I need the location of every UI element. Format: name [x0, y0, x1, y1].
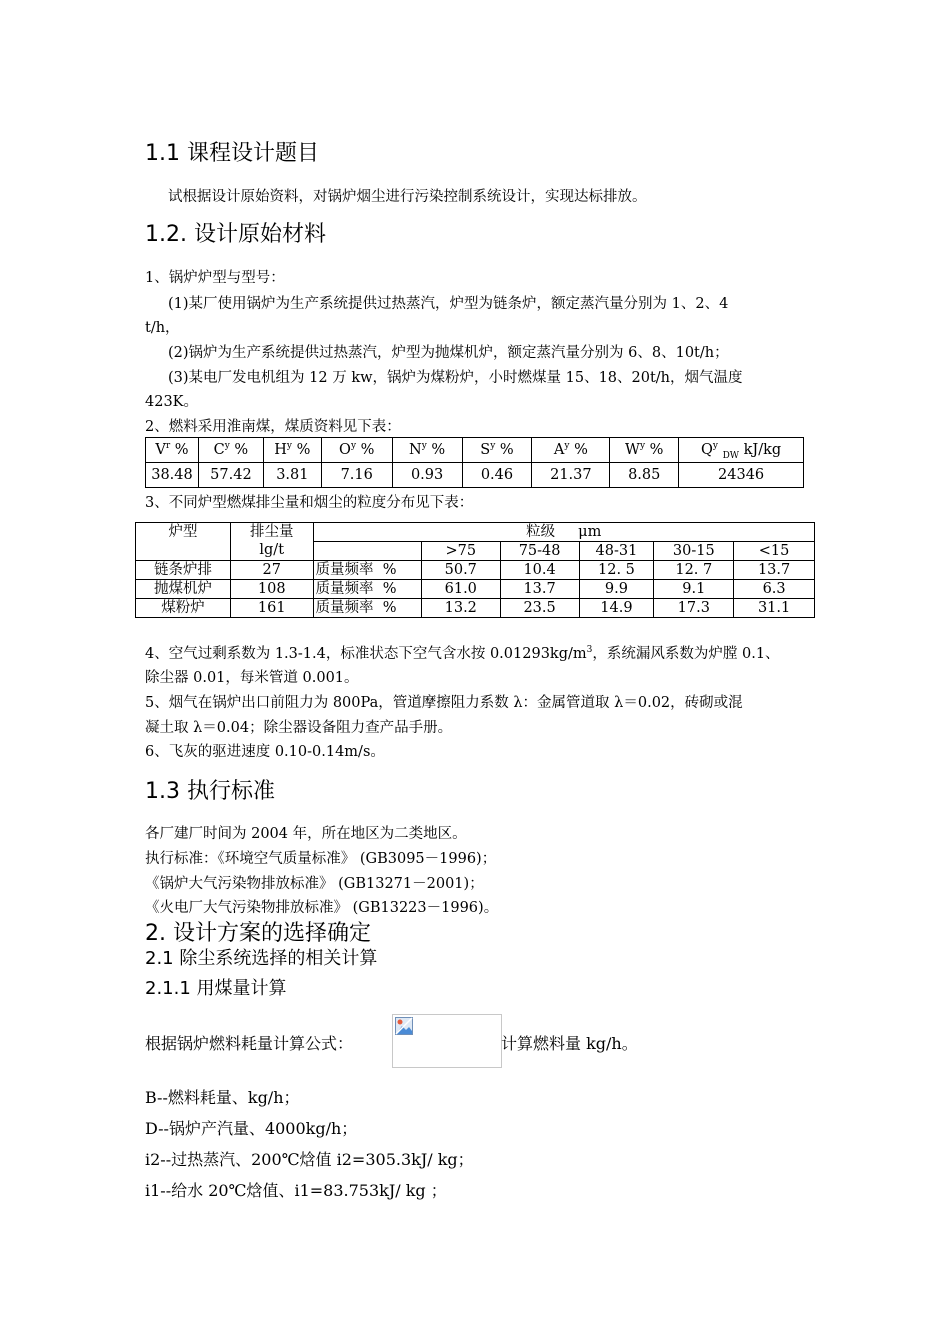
broken-image-icon	[395, 1017, 413, 1035]
fuel-value-cell: 57.42	[198, 463, 263, 488]
fuel-table-header-row	[146, 438, 804, 463]
fuel-table-value-row	[146, 463, 804, 488]
fuel-header-cell: $O^y$ %	[321, 438, 392, 463]
standard-line3: 《锅炉大气污染物排放标准》 (GB13271－2001)；	[145, 876, 484, 892]
section-2-heading: 2. 设计方案的选择确定	[145, 921, 371, 946]
formula-outro-text: 计算燃料量 kg/h。	[501, 1034, 638, 1053]
fuel-header-cell: $V^r$ %	[146, 438, 199, 463]
formula-intro-text: 根据锅炉燃料耗量计算公式：	[145, 1034, 354, 1053]
freq-cell: 13.7	[734, 561, 815, 580]
fuel-header-cell: $S^y$ %	[462, 438, 532, 463]
item4-line1: 4、空气过剩系数为 1.3-1.4，标准状态下空气含水按 $0.01293kg/m^3$，系统漏风系数为炉膛 0.1、	[145, 645, 780, 662]
freq-cell: 10.4	[500, 561, 579, 580]
table-row	[136, 561, 815, 580]
item1-para3-cont: 423K。	[145, 394, 199, 410]
section-1-2-heading: 1.2. 设计原始材料	[145, 222, 326, 247]
fuel-value-cell: 21.37	[532, 463, 610, 488]
standard-line1: 各厂建厂时间为 2004 年，所在地区为二类地区。	[145, 826, 467, 842]
item5-line1: 5、烟气在锅炉出口前阻力为 800Pa，管道摩擦阻力系数 λ：金属管道取 λ＝0.02，砖砌或混	[145, 695, 743, 711]
section-2-1-1-heading: 2.1.1 用煤量计算	[145, 978, 287, 999]
row-label-cell: 质量频率 %	[313, 580, 421, 599]
row-label-cell: 质量频率 %	[313, 561, 421, 580]
freq-cell: 6.3	[734, 580, 815, 599]
standard-line4: 《火电厂大气污染物排放标准》 (GB13223－1996)。	[145, 900, 499, 916]
col-dust-amount	[230, 523, 313, 561]
fuel-value-cell: 0.93	[392, 463, 462, 488]
table-row	[136, 580, 815, 599]
fuel-header-cell: $W^y$ %	[610, 438, 679, 463]
def-i1: i1--给水 20℃焓值、i1=83.753kJ/ kg ；	[145, 1181, 447, 1200]
fuel-value-cell: 3.81	[263, 463, 321, 488]
item1-title: 1、锅炉炉型与型号：	[145, 270, 285, 286]
item1-para3: (3)某电厂发电机组为 12 万 kw，锅炉为煤粉炉，小时燃煤量 15、18、20t/h，烟气温度	[168, 370, 743, 386]
dust-amount-cell: 27	[230, 561, 313, 580]
freq-cell: 9.1	[654, 580, 734, 599]
item1-para1: (1)某厂使用锅炉为生产系统提供过热蒸汽，炉型为链条炉，额定蒸汽量分别为 1、2、4	[168, 296, 729, 312]
freq-cell: 9.9	[579, 580, 654, 599]
item3-title: 3、不同炉型燃煤排尘量和烟尘的粒度分布见下表：	[145, 495, 474, 511]
fuel-header-cell: $Q^y$ $_{DW}$ kJ/kg	[679, 438, 804, 463]
col-dust-amount-unit: lg/t	[259, 542, 285, 558]
bin-header: 48-31	[579, 542, 654, 561]
furnace-type-cell: 煤粉炉	[136, 599, 231, 618]
item5-line2: 凝土取 λ＝0.04；除尘器设备阻力查产品手册。	[145, 720, 453, 736]
item2-title: 2、燃料采用淮南煤，煤质资料见下表：	[145, 419, 401, 435]
formula-image	[392, 1014, 502, 1068]
item1-para1-cont: t/h，	[145, 320, 180, 336]
dust-amount-cell: 161	[230, 599, 313, 618]
bin-header: >75	[421, 542, 500, 561]
fuel-header-cell: $N^y$ %	[392, 438, 462, 463]
blank-cell	[313, 542, 421, 561]
furnace-type-cell: 链条炉排	[136, 561, 231, 580]
fuel-header-cell: $C^y$ %	[198, 438, 263, 463]
fuel-properties-table	[145, 437, 804, 488]
freq-cell: 12. 7	[654, 561, 734, 580]
fuel-value-cell: 8.85	[610, 463, 679, 488]
section-1-1-heading: 1.1 课程设计题目	[145, 141, 319, 166]
freq-cell: 31.1	[734, 599, 815, 618]
fuel-value-cell: 0.46	[462, 463, 532, 488]
fuel-value-cell: 24346	[679, 463, 804, 488]
item1-para2: (2)锅炉为生产系统提供过热蒸汽，炉型为抛煤机炉，额定蒸汽量分别为 6、8、10t/h；	[168, 345, 729, 361]
bin-header: <15	[734, 542, 815, 561]
freq-cell: 50.7	[421, 561, 500, 580]
freq-cell: 61.0	[421, 580, 500, 599]
bin-header: 30-15	[654, 542, 734, 561]
section-1-3-heading: 1.3 执行标准	[145, 779, 275, 804]
item6-line: 6、飞灰的驱进速度 0.10-0.14m/s。	[145, 744, 385, 760]
section-2-1-heading: 2.1 除尘系统选择的相关计算	[145, 948, 378, 969]
def-i2: i2--过热蒸汽、200℃焓值 i2=305.3kJ/ kg；	[145, 1150, 474, 1169]
row-label-cell: 质量频率 %	[313, 599, 421, 618]
freq-cell: 23.5	[500, 599, 579, 618]
dust-amount-cell: 108	[230, 580, 313, 599]
dust-table-header-row	[136, 523, 815, 542]
fuel-value-cell: 7.16	[321, 463, 392, 488]
freq-cell: 13.2	[421, 599, 500, 618]
fuel-header-cell: $H^y$ %	[263, 438, 321, 463]
def-d: D--锅炉产汽量、4000kg/h；	[145, 1119, 358, 1138]
freq-cell: 12. 5	[579, 561, 654, 580]
freq-cell: 13.7	[500, 580, 579, 599]
freq-cell: 14.9	[579, 599, 654, 618]
fuel-header-cell: $A^y$ %	[532, 438, 610, 463]
standard-line2: 执行标准：《环境空气质量标准》 (GB3095－1996)；	[145, 851, 497, 867]
table-row	[136, 599, 815, 618]
furnace-type-cell: 抛煤机炉	[136, 580, 231, 599]
freq-cell: 17.3	[654, 599, 734, 618]
col-dust-amount-label: 排尘量	[249, 524, 294, 540]
def-b: B--燃料耗量、kg/h；	[145, 1088, 300, 1107]
col-particle-size: 粒级 μm	[313, 523, 814, 542]
col-furnace-type: 炉型	[136, 523, 231, 561]
fuel-value-cell: 38.48	[146, 463, 199, 488]
bin-header: 75-48	[500, 542, 579, 561]
item4-line2: 除尘器 0.01，每米管道 0.001。	[145, 670, 359, 686]
design-task-text: 试根据设计原始资料，对锅炉烟尘进行污染控制系统设计，实现达标排放。	[168, 189, 647, 205]
dust-distribution-table	[135, 522, 815, 618]
